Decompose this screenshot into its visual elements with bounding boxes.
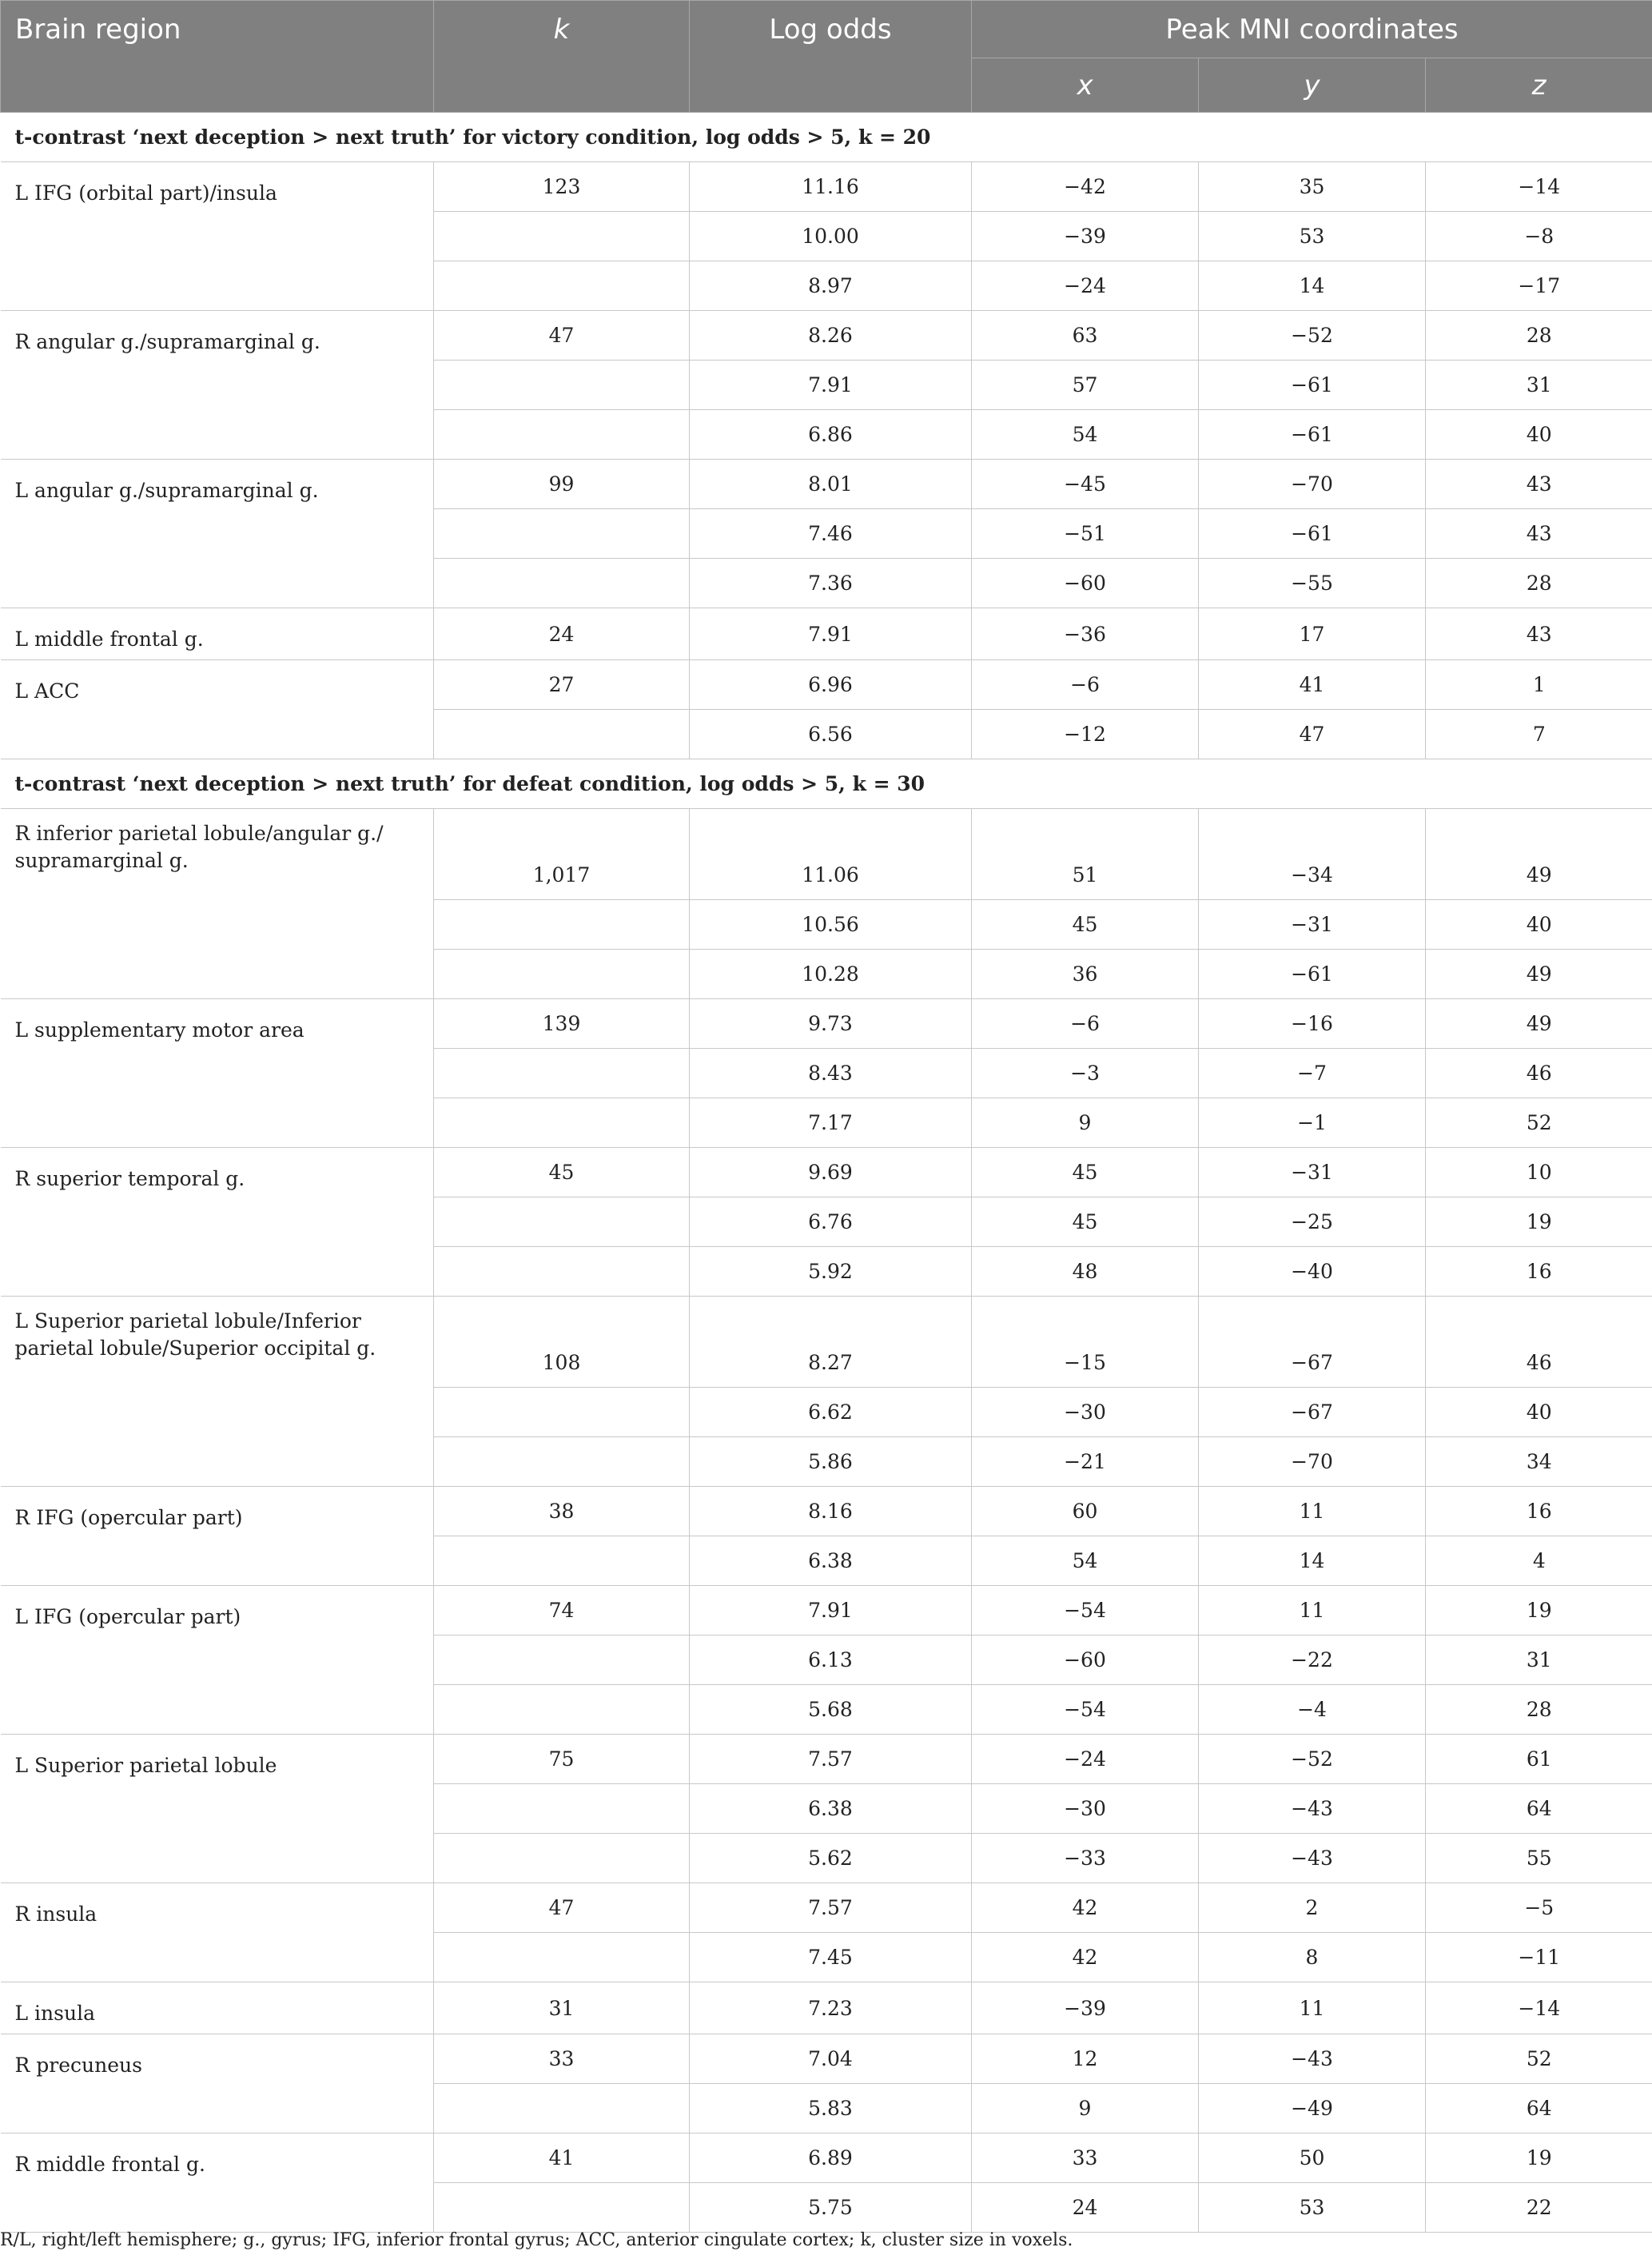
- z-cell: 43: [1426, 509, 1652, 559]
- z-cell: 49: [1426, 999, 1652, 1049]
- x-cell: −6: [972, 660, 1199, 710]
- k-cell: 47: [434, 1883, 690, 1933]
- y-cell: 47: [1199, 710, 1426, 759]
- x-cell: −45: [972, 460, 1199, 509]
- log-odds-cell: 6.56: [690, 710, 972, 759]
- log-odds-cell: 11.06: [690, 809, 972, 900]
- k-cell-empty: [434, 410, 690, 460]
- y-cell: −1: [1199, 1098, 1426, 1148]
- x-cell: −60: [972, 1635, 1199, 1685]
- y-cell: −7: [1199, 1049, 1426, 1098]
- k-cell-empty: [434, 900, 690, 950]
- y-cell: −67: [1199, 1297, 1426, 1388]
- x-cell: 63: [972, 311, 1199, 361]
- table-row: [1, 1735, 1652, 1784]
- x-cell: 9: [972, 1098, 1199, 1148]
- col-header-k: k: [434, 1, 690, 113]
- z-cell: 40: [1426, 900, 1652, 950]
- table-row: [1, 999, 1652, 1049]
- x-cell: 33: [972, 2134, 1199, 2183]
- brain-region-cell: L insula: [1, 1982, 434, 2034]
- x-cell: −12: [972, 710, 1199, 759]
- x-cell: 9: [972, 2084, 1199, 2134]
- table-row: [1, 1982, 1652, 2034]
- log-odds-cell: 8.16: [690, 1487, 972, 1536]
- y-cell: 11: [1199, 1487, 1426, 1536]
- table-footnote: R/L, right/left hemisphere; g., gyrus; IFG, inferior frontal gyrus; ACC, anterior cingulate cortex; k, cluster size in voxels.: [0, 2230, 1073, 2250]
- k-cell: 47: [434, 311, 690, 361]
- z-cell: 52: [1426, 2034, 1652, 2084]
- y-cell: −43: [1199, 1834, 1426, 1883]
- k-cell: 33: [434, 2034, 690, 2084]
- y-cell: 14: [1199, 261, 1426, 311]
- k-cell-empty: [434, 1197, 690, 1247]
- z-cell: 19: [1426, 1197, 1652, 1247]
- brain-region-cell: R superior temporal g.: [1, 1148, 434, 1297]
- z-cell: −14: [1426, 162, 1652, 212]
- z-cell: 40: [1426, 410, 1652, 460]
- y-cell: −25: [1199, 1197, 1426, 1247]
- k-cell: 1,017: [434, 809, 690, 900]
- log-odds-cell: 6.96: [690, 660, 972, 710]
- y-cell: 53: [1199, 212, 1426, 261]
- log-odds-cell: 7.36: [690, 559, 972, 608]
- k-cell-empty: [434, 559, 690, 608]
- table-row: [1, 809, 1652, 900]
- x-cell: −3: [972, 1049, 1199, 1098]
- k-cell: 108: [434, 1297, 690, 1388]
- table-header: [1, 1, 1652, 113]
- z-cell: −14: [1426, 1982, 1652, 2034]
- k-cell: 41: [434, 2134, 690, 2183]
- x-cell: −39: [972, 212, 1199, 261]
- z-cell: 16: [1426, 1487, 1652, 1536]
- z-cell: 19: [1426, 1586, 1652, 1635]
- table-row: [1, 1883, 1652, 1933]
- log-odds-cell: 6.38: [690, 1536, 972, 1586]
- k-cell-empty: [434, 261, 690, 311]
- table-row: [1, 1297, 1652, 1388]
- x-cell: 54: [972, 410, 1199, 460]
- y-cell: −31: [1199, 1148, 1426, 1197]
- log-odds-cell: 5.86: [690, 1437, 972, 1487]
- z-cell: 16: [1426, 1247, 1652, 1297]
- k-cell-empty: [434, 1437, 690, 1487]
- log-odds-cell: 7.57: [690, 1883, 972, 1933]
- y-cell: −43: [1199, 2034, 1426, 2084]
- k-cell-empty: [434, 2084, 690, 2134]
- y-cell: 50: [1199, 2134, 1426, 2183]
- z-cell: 52: [1426, 1098, 1652, 1148]
- col-header-brain-region: Brain region: [1, 1, 434, 113]
- log-odds-cell: 5.62: [690, 1834, 972, 1883]
- x-cell: 42: [972, 1883, 1199, 1933]
- x-cell: 57: [972, 361, 1199, 410]
- y-cell: −52: [1199, 1735, 1426, 1784]
- log-odds-cell: 9.69: [690, 1148, 972, 1197]
- log-odds-cell: 5.75: [690, 2183, 972, 2233]
- log-odds-cell: 8.43: [690, 1049, 972, 1098]
- x-cell: −60: [972, 559, 1199, 608]
- x-cell: −54: [972, 1685, 1199, 1735]
- z-cell: 4: [1426, 1536, 1652, 1586]
- k-cell: 24: [434, 608, 690, 660]
- log-odds-cell: 5.83: [690, 2084, 972, 2134]
- log-odds-cell: 6.13: [690, 1635, 972, 1685]
- x-cell: −54: [972, 1586, 1199, 1635]
- k-cell-empty: [434, 1049, 690, 1098]
- brain-region-cell: R angular g./supramarginal g.: [1, 311, 434, 460]
- k-cell-empty: [434, 1388, 690, 1437]
- z-cell: 31: [1426, 1635, 1652, 1685]
- z-cell: 10: [1426, 1148, 1652, 1197]
- k-cell-empty: [434, 1635, 690, 1685]
- log-odds-cell: 7.45: [690, 1933, 972, 1982]
- k-cell-empty: [434, 710, 690, 759]
- col-header-x: x: [972, 58, 1199, 113]
- brain-region-cell: L middle frontal g.: [1, 608, 434, 660]
- z-cell: 22: [1426, 2183, 1652, 2233]
- log-odds-cell: 8.97: [690, 261, 972, 311]
- y-cell: −61: [1199, 410, 1426, 460]
- log-odds-cell: 8.01: [690, 460, 972, 509]
- x-cell: −21: [972, 1437, 1199, 1487]
- z-cell: 55: [1426, 1834, 1652, 1883]
- x-cell: 12: [972, 2034, 1199, 2084]
- z-cell: 7: [1426, 710, 1652, 759]
- y-cell: −31: [1199, 900, 1426, 950]
- log-odds-cell: 10.00: [690, 212, 972, 261]
- x-cell: 60: [972, 1487, 1199, 1536]
- table-row: [1, 1586, 1652, 1635]
- k-cell-empty: [434, 1834, 690, 1883]
- z-cell: 43: [1426, 608, 1652, 660]
- y-cell: −61: [1199, 509, 1426, 559]
- z-cell: −5: [1426, 1883, 1652, 1933]
- brain-region-cell: R insula: [1, 1883, 434, 1982]
- brain-region-cell: L angular g./supramarginal g.: [1, 460, 434, 608]
- log-odds-cell: 6.89: [690, 2134, 972, 2183]
- section-header-row: [1, 113, 1652, 162]
- y-cell: −67: [1199, 1388, 1426, 1437]
- x-cell: −51: [972, 509, 1199, 559]
- y-cell: 35: [1199, 162, 1426, 212]
- k-cell-empty: [434, 361, 690, 410]
- z-cell: 34: [1426, 1437, 1652, 1487]
- z-cell: 1: [1426, 660, 1652, 710]
- col-header-peak-mni: Peak MNI coordinates: [972, 1, 1652, 58]
- brain-region-cell: L ACC: [1, 660, 434, 759]
- log-odds-cell: 7.91: [690, 361, 972, 410]
- y-cell: 53: [1199, 2183, 1426, 2233]
- table-row: [1, 608, 1652, 660]
- y-cell: −40: [1199, 1247, 1426, 1297]
- table-row: [1, 1148, 1652, 1197]
- table-row: [1, 2034, 1652, 2084]
- log-odds-cell: 5.92: [690, 1247, 972, 1297]
- k-cell: 45: [434, 1148, 690, 1197]
- z-cell: 28: [1426, 559, 1652, 608]
- z-cell: −11: [1426, 1933, 1652, 1982]
- col-header-y: y: [1199, 58, 1426, 113]
- k-cell: 27: [434, 660, 690, 710]
- x-cell: 48: [972, 1247, 1199, 1297]
- table-row: [1, 660, 1652, 710]
- log-odds-cell: 7.91: [690, 1586, 972, 1635]
- log-odds-cell: 7.23: [690, 1982, 972, 2034]
- z-cell: 64: [1426, 2084, 1652, 2134]
- y-cell: 11: [1199, 1586, 1426, 1635]
- z-cell: 19: [1426, 2134, 1652, 2183]
- y-cell: −55: [1199, 559, 1426, 608]
- k-cell-empty: [434, 1536, 690, 1586]
- brain-region-cell: L Superior parietal lobule: [1, 1735, 434, 1883]
- x-cell: −24: [972, 261, 1199, 311]
- log-odds-cell: 6.62: [690, 1388, 972, 1437]
- k-cell-empty: [434, 509, 690, 559]
- y-cell: −70: [1199, 1437, 1426, 1487]
- y-cell: −61: [1199, 950, 1426, 999]
- col-header-log-odds: Log odds: [690, 1, 972, 113]
- z-cell: 49: [1426, 950, 1652, 999]
- log-odds-cell: 7.17: [690, 1098, 972, 1148]
- x-cell: −42: [972, 162, 1199, 212]
- log-odds-cell: 6.76: [690, 1197, 972, 1247]
- k-cell-empty: [434, 1098, 690, 1148]
- k-cell-empty: [434, 1247, 690, 1297]
- y-cell: −22: [1199, 1635, 1426, 1685]
- x-cell: 51: [972, 809, 1199, 900]
- brain-region-cell: R middle frontal g.: [1, 2134, 434, 2233]
- z-cell: 49: [1426, 809, 1652, 900]
- z-cell: 40: [1426, 1388, 1652, 1437]
- x-cell: 24: [972, 2183, 1199, 2233]
- k-cell-empty: [434, 1933, 690, 1982]
- y-cell: −43: [1199, 1784, 1426, 1834]
- y-cell: −49: [1199, 2084, 1426, 2134]
- y-cell: 11: [1199, 1982, 1426, 2034]
- y-cell: 8: [1199, 1933, 1426, 1982]
- z-cell: 31: [1426, 361, 1652, 410]
- x-cell: 42: [972, 1933, 1199, 1982]
- k-cell: 99: [434, 460, 690, 509]
- log-odds-cell: 9.73: [690, 999, 972, 1049]
- x-cell: −33: [972, 1834, 1199, 1883]
- y-cell: 14: [1199, 1536, 1426, 1586]
- log-odds-cell: 10.28: [690, 950, 972, 999]
- log-odds-cell: 11.16: [690, 162, 972, 212]
- k-cell: 75: [434, 1735, 690, 1784]
- brain-region-cell: R IFG (opercular part): [1, 1487, 434, 1586]
- brain-region-cell: L supplementary motor area: [1, 999, 434, 1148]
- k-cell: 38: [434, 1487, 690, 1536]
- k-cell-empty: [434, 1685, 690, 1735]
- log-odds-cell: 10.56: [690, 900, 972, 950]
- k-cell-empty: [434, 1784, 690, 1834]
- y-cell: −4: [1199, 1685, 1426, 1735]
- y-cell: −70: [1199, 460, 1426, 509]
- x-cell: −30: [972, 1784, 1199, 1834]
- table-row: [1, 2134, 1652, 2183]
- k-cell-empty: [434, 2183, 690, 2233]
- y-cell: −16: [1199, 999, 1426, 1049]
- z-cell: −17: [1426, 261, 1652, 311]
- x-cell: 45: [972, 1197, 1199, 1247]
- log-odds-cell: 7.04: [690, 2034, 972, 2084]
- k-cell: 31: [434, 1982, 690, 2034]
- brain-region-cell: R inferior parietal lobule/angular g./ supramarginal g.: [1, 809, 434, 999]
- section-title: t-contrast ‘next deception > next truth’ for defeat condition, log odds > 5, k = 30: [1, 759, 1652, 809]
- x-cell: 36: [972, 950, 1199, 999]
- col-header-z: z: [1426, 58, 1652, 113]
- k-cell: 139: [434, 999, 690, 1049]
- z-cell: 46: [1426, 1049, 1652, 1098]
- table-body: [1, 113, 1652, 2233]
- log-odds-cell: 7.57: [690, 1735, 972, 1784]
- z-cell: 46: [1426, 1297, 1652, 1388]
- log-odds-cell: 6.38: [690, 1784, 972, 1834]
- brain-region-cell: R precuneus: [1, 2034, 434, 2134]
- k-cell: 74: [434, 1586, 690, 1635]
- table-row: [1, 460, 1652, 509]
- y-cell: 17: [1199, 608, 1426, 660]
- log-odds-cell: 7.46: [690, 509, 972, 559]
- log-odds-cell: 8.27: [690, 1297, 972, 1388]
- log-odds-cell: 6.86: [690, 410, 972, 460]
- table-row: [1, 1487, 1652, 1536]
- y-cell: −61: [1199, 361, 1426, 410]
- y-cell: 41: [1199, 660, 1426, 710]
- x-cell: −15: [972, 1297, 1199, 1388]
- y-cell: −34: [1199, 809, 1426, 900]
- x-cell: 45: [972, 1148, 1199, 1197]
- table-row: [1, 311, 1652, 361]
- z-cell: 28: [1426, 1685, 1652, 1735]
- log-odds-cell: 5.68: [690, 1685, 972, 1735]
- brain-region-cell: L IFG (orbital part)/insula: [1, 162, 434, 311]
- k-cell: 123: [434, 162, 690, 212]
- table-row: [1, 162, 1652, 212]
- y-cell: 2: [1199, 1883, 1426, 1933]
- z-cell: 28: [1426, 311, 1652, 361]
- x-cell: −6: [972, 999, 1199, 1049]
- brain-region-cell: L IFG (opercular part): [1, 1586, 434, 1735]
- x-cell: 54: [972, 1536, 1199, 1586]
- log-odds-cell: 7.91: [690, 608, 972, 660]
- k-cell-empty: [434, 950, 690, 999]
- x-cell: −30: [972, 1388, 1199, 1437]
- x-cell: −39: [972, 1982, 1199, 2034]
- brain-region-cell: L Superior parietal lobule/Inferior parietal lobule/Superior occipital g.: [1, 1297, 434, 1487]
- z-cell: 43: [1426, 460, 1652, 509]
- section-header-row: [1, 759, 1652, 809]
- k-cell-empty: [434, 212, 690, 261]
- z-cell: −8: [1426, 212, 1652, 261]
- section-title: t-contrast ‘next deception > next truth’ for victory condition, log odds > 5, k = 20: [1, 113, 1652, 162]
- x-cell: −24: [972, 1735, 1199, 1784]
- z-cell: 64: [1426, 1784, 1652, 1834]
- x-cell: 45: [972, 900, 1199, 950]
- log-odds-cell: 8.26: [690, 311, 972, 361]
- x-cell: −36: [972, 608, 1199, 660]
- y-cell: −52: [1199, 311, 1426, 361]
- z-cell: 61: [1426, 1735, 1652, 1784]
